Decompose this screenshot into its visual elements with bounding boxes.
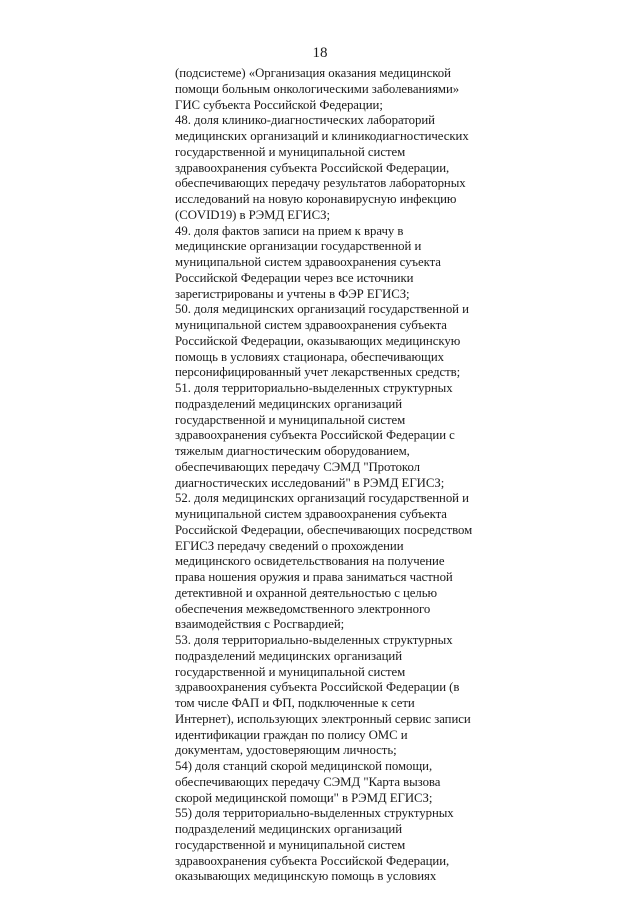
text-line: обеспечения межведомственного электронного: [175, 601, 431, 616]
text-line: детективной и охранной деятельностью с целью: [175, 585, 438, 600]
text-line: 54) доля станций скорой медицинской помощи,: [175, 759, 433, 773]
text-line: государственной и муниципальной систем: [175, 144, 406, 159]
text-line: исследований на новую коронавирусную инфекцию: [175, 192, 457, 206]
text-line: 53. доля территориально-выделенных структурных: [175, 633, 453, 647]
text-line: Интернет), использующих электронный сервис записи: [175, 711, 471, 726]
text-line: здравоохранения субъекта Российской Федерации,: [175, 853, 450, 868]
text-line: том числе ФАП и ФП, подключенные к сети: [175, 696, 415, 710]
text-line: обеспечивающих передачу СЭМД "Карта вызова: [175, 774, 441, 789]
text-line: взаимодействия с Росгвардией;: [175, 617, 345, 632]
text-line: обеспечивающих передачу результатов лабораторных: [175, 176, 466, 191]
text-line: 51. доля территориально-выделенных структурных: [175, 381, 453, 395]
text-line: помощь в условиях стационара, обеспечивающих: [175, 349, 445, 364]
text-line: подразделений медицинских организаций: [175, 822, 403, 836]
text-line: обеспечивающих передачу СЭМД "Протокол: [175, 459, 420, 474]
text-line: тяжелым диагностическим оборудованием,: [175, 444, 410, 458]
text-line: (COVID19) в РЭМД ЕГИСЗ;: [175, 207, 330, 222]
text-line: ГИС субъекта Российской Федерации;: [175, 97, 383, 112]
text-line: Российской Федерации через все источники: [175, 270, 414, 285]
text-line: Российской Федерации, оказывающих медицинскую: [175, 333, 461, 348]
text-line: здравоохранения субъекта Российской Федерации (в: [175, 680, 460, 695]
text-line: 49. доля фактов записи на прием к врачу в: [175, 223, 404, 238]
text-line: медицинские организации государственной и: [175, 239, 422, 254]
document-body: [175, 66, 485, 885]
text-line: оказывающих медицинскую помощь в условиях: [175, 869, 437, 884]
text-line: 48. доля клинико-диагностических лабораторий: [175, 113, 435, 128]
text-line: права ношения оружия и права заниматься частной: [175, 570, 453, 584]
text-line: государственной и муниципальной систем: [175, 412, 406, 427]
text-line: диагностических исследований" в РЭМД ЕГИСЗ;: [175, 475, 445, 490]
page-number: 18: [312, 45, 328, 61]
text-line: 55) доля территориально-выделенных структурных: [175, 806, 454, 821]
text-line: подразделений медицинских организаций: [175, 396, 403, 411]
text-line: здравоохранения субъекта Российской Федерации с: [175, 428, 455, 443]
text-line: муниципальной систем здравоохранения субъекта: [175, 507, 447, 521]
text-line: персонифицированный учет лекарственных средств;: [175, 365, 461, 380]
text-line: муниципальной систем здравоохранения суъекта: [175, 255, 441, 269]
text-line: документам, удостоверяющим личность;: [175, 743, 397, 758]
text-line: подразделений медицинских организаций: [175, 648, 403, 663]
text-line: зарегистрированы и учтены в ФЭР ЕГИСЗ;: [175, 286, 410, 301]
text-line: медицинских организаций и клиникодиагностических: [175, 129, 469, 143]
text-line: здравоохранения субъекта Российской Федерации,: [175, 160, 450, 175]
text-line: медицинского освидетельствования на получение: [175, 554, 445, 569]
text-line: скорой медицинской помощи" в РЭМД ЕГИСЗ;: [175, 790, 433, 805]
text-line: государственной и муниципальной систем: [175, 664, 406, 679]
text-line: ЕГИСЗ передачу сведений о прохождении: [175, 538, 404, 553]
text-line: 52. доля медицинских организаций государственной и: [175, 491, 469, 506]
text-line: Российской Федерации, обеспечивающих посредством: [175, 522, 473, 537]
text-line: 50. доля медицинских организаций государственной и: [175, 302, 469, 317]
text-line: идентификации граждан по полису ОМС и: [175, 727, 408, 742]
text-line: помощи больным онкологическими заболеваниями»: [175, 81, 460, 96]
text-line: (подсистеме) «Организация оказания медицинской: [175, 66, 451, 80]
text-line: государственной и муниципальной систем: [175, 837, 406, 852]
text-line: муниципальной систем здравоохранения субъекта: [175, 318, 447, 332]
